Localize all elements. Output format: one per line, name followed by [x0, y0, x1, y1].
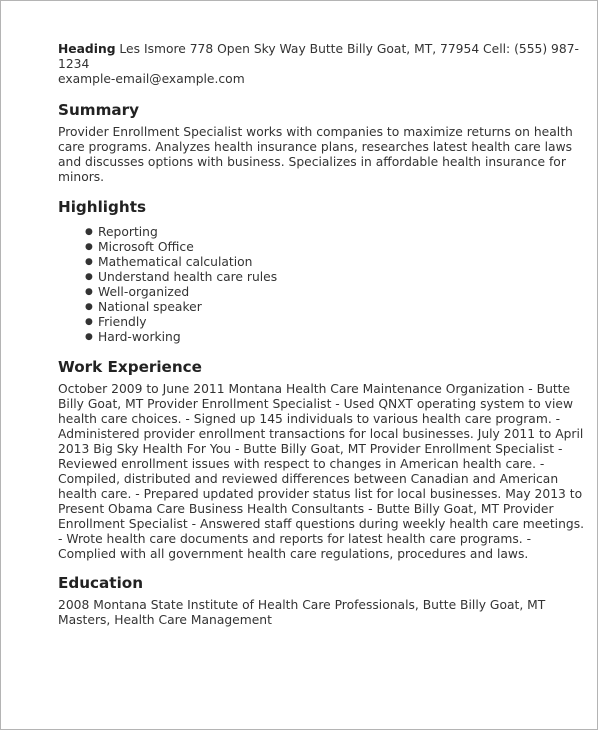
highlight-item-label: Hard-working — [98, 330, 181, 344]
highlight-item-label: Friendly — [98, 315, 147, 329]
bullet-icon: ● — [85, 317, 93, 327]
highlight-item-label: Understand health care rules — [98, 270, 278, 284]
highlight-item — [85, 300, 590, 315]
bullet-icon: ● — [85, 257, 93, 267]
highlight-item — [85, 315, 590, 330]
contact-line-1 — [58, 42, 590, 72]
highlights-title: Highlights — [58, 198, 146, 216]
education-body: 2008 Montana State Institute of Health Care Professionals, Butte Billy Goat, MT Masters, Health Care Management — [58, 598, 546, 627]
highlight-item — [85, 330, 590, 345]
bullet-icon: ● — [85, 302, 93, 312]
highlight-item — [85, 285, 590, 300]
education-title: Education — [58, 574, 144, 592]
highlight-item — [85, 225, 590, 240]
bullet-icon: ● — [85, 242, 93, 252]
summary-title: Summary — [58, 101, 140, 119]
summary-body: Provider Enrollment Specialist works with companies to maximize returns on health care programs. Analyzes health insurance plans, researches latest health care laws and discusses options with business. Specializes in affordable health insurance for minors. — [58, 125, 573, 184]
highlight-item — [85, 255, 590, 270]
bullet-icon: ● — [85, 332, 93, 342]
highlight-item-label: Mathematical calculation — [98, 255, 253, 269]
highlight-item-label: National speaker — [98, 300, 202, 314]
highlight-item — [85, 240, 590, 255]
heading-label: Heading — [58, 42, 116, 56]
highlight-item — [85, 270, 590, 285]
highlight-item-label: Reporting — [98, 225, 158, 239]
bullet-icon: ● — [85, 227, 93, 237]
bullet-icon: ● — [85, 287, 93, 297]
highlights-list — [58, 225, 590, 345]
bullet-icon: ● — [85, 272, 93, 282]
work-experience-title: Work Experience — [58, 358, 202, 376]
highlight-item-label: Well-organized — [98, 285, 190, 299]
contact-email: example-email@example.com — [58, 72, 245, 86]
resume-content — [58, 42, 590, 628]
work-experience-body: October 2009 to June 2011 Montana Health Care Maintenance Organization - Butte Billy Goat, MT Provider Enrollment Specialist - Used QNXT operating system to view health care choices. - Signed up 145 individuals to various health care program. - Administered provider enrollment transactions for local businesses. July 2011 to April 2013 Big Sky Health For You - Butte Billy Goat, MT Provider Enrollment Specialist - Reviewed enrollment issues with respect to changes in American health care. - Compiled, distributed and reviewed differences between Canadian and American health care. - Prepared updated provider status list for local businesses. May 2013 to Present Obama Care Business Health Consultants - Butte Billy Goat, MT Provider Enrollment Specialist - Answered staff questions during weekly health care meetings. - Wrote health care documents and reports for latest health care programs. - Complied with all government health care regulations, procedures and laws. — [58, 382, 585, 561]
contact-header — [58, 42, 590, 87]
contact-details: Les Ismore 778 Open Sky Way Butte Billy Goat, MT, 77954 Cell: (555) 987-1234 — [58, 42, 579, 71]
highlight-item-label: Microsoft Office — [98, 240, 194, 254]
